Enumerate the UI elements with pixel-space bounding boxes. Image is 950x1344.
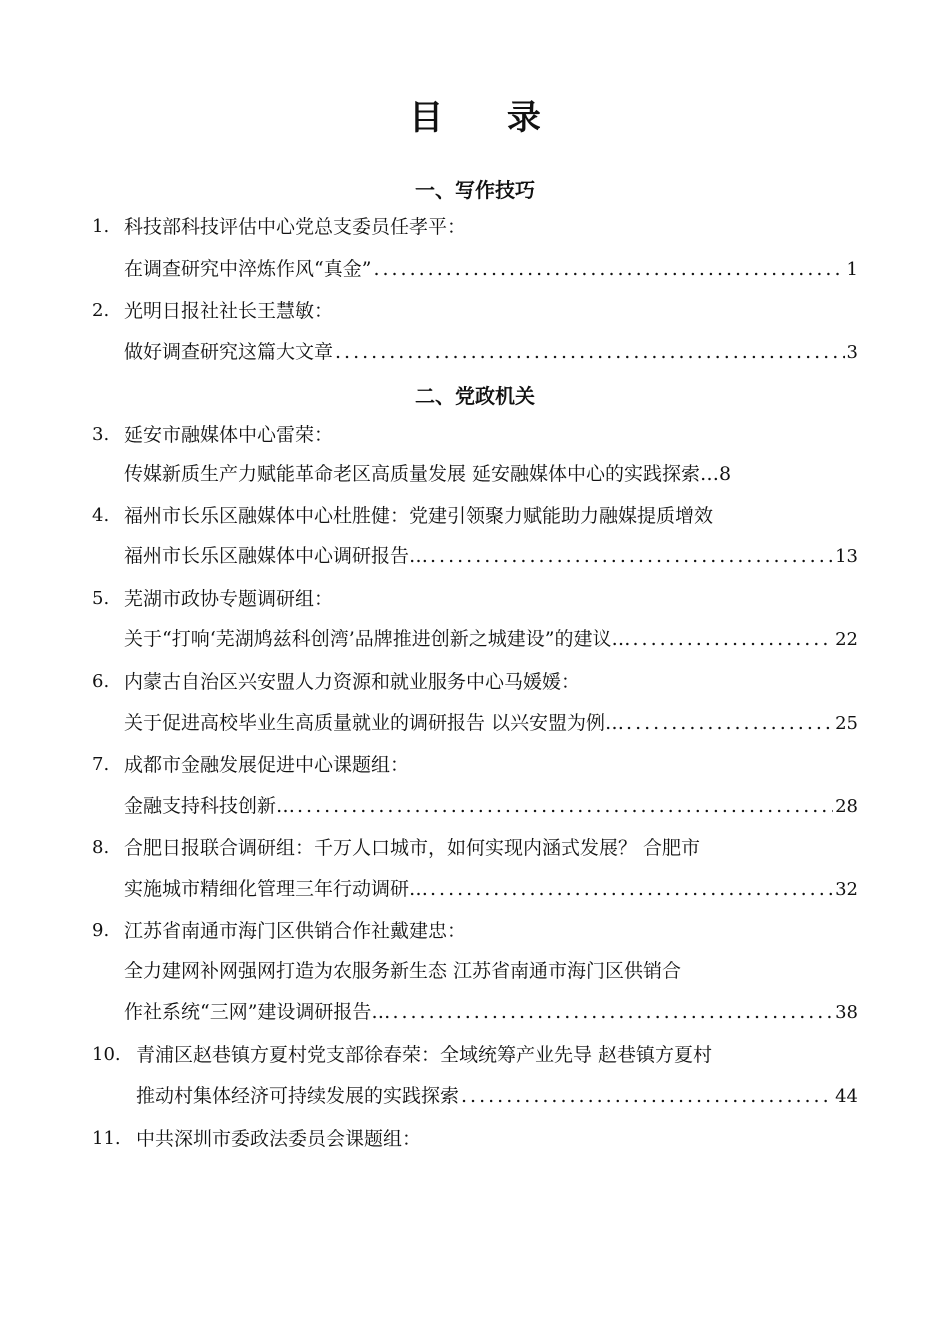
- entry-title-line: 全力建网补网强网打造为农服务新生态 江苏省南通市海门区供销合: [124, 960, 682, 982]
- entry-author: 成都市金融发展促进中心课题组：: [124, 754, 410, 776]
- toc-entry-3[interactable]: 传媒新质生产力赋能革命老区高质量发展 延安融媒体中心的实践探索…8: [124, 463, 732, 485]
- dot-leader: [430, 876, 833, 902]
- entry-number: 8.: [92, 837, 110, 858]
- entry-number: 4.: [92, 505, 110, 526]
- toc-entry-1[interactable]: [124, 256, 858, 283]
- dot-leader: [461, 1083, 833, 1109]
- entry-title: 关于促进高校毕业生高质量就业的调研报告 以兴安盟为例…: [124, 712, 625, 734]
- dot-leader: [297, 793, 833, 819]
- toc-entry-7[interactable]: [124, 793, 858, 820]
- entry-author: 光明日报社社长王慧敏：: [124, 300, 334, 322]
- toc-entry-10[interactable]: [136, 1083, 858, 1110]
- section-heading-party-government: 二、党政机关: [415, 384, 535, 408]
- toc-entry-2[interactable]: [124, 339, 858, 366]
- entry-author: 合肥日报联合调研组：千万人口城市，如何实现内涵式发展？ 合肥市: [124, 837, 701, 859]
- page-number: 25: [835, 713, 858, 734]
- page-number: 13: [835, 546, 858, 567]
- entry-author: 芜湖市政协专题调研组：: [124, 588, 334, 610]
- entry-number: 7.: [92, 754, 110, 775]
- dot-leader: [335, 339, 845, 365]
- entry-title: 作社系统“三网”建设调研报告…: [124, 1001, 391, 1023]
- entry-number: 11.: [92, 1128, 121, 1149]
- entry-number: 1.: [92, 216, 110, 237]
- page-number: 44: [835, 1086, 858, 1107]
- entry-title: 在调查研究中淬炼作风“真金”: [124, 258, 372, 280]
- entry-number: 10.: [92, 1044, 121, 1065]
- entry-author: 中共深圳市委政法委员会课题组：: [136, 1128, 422, 1150]
- toc-entry-8[interactable]: [124, 876, 858, 903]
- entry-number: 2.: [92, 300, 110, 321]
- page-number: 22: [835, 629, 858, 650]
- entry-title: 做好调查研究这篇大文章: [124, 341, 334, 363]
- dot-leader: [373, 256, 844, 282]
- entry-author: 青浦区赵巷镇方夏村党支部徐春荣：全域统筹产业先导 赵巷镇方夏村: [136, 1044, 713, 1066]
- page-number: 28: [835, 796, 858, 817]
- dot-leader: [430, 543, 833, 569]
- entry-author: 科技部科技评估中心党总支委员任孝平：: [124, 216, 467, 238]
- entry-title: 金融支持科技创新…: [124, 795, 296, 817]
- entry-title: 关于“打响‘芜湖鸠兹科创湾’品牌推进创新之城建设”的建议…: [124, 628, 631, 650]
- page-number: 38: [835, 1002, 858, 1023]
- toc-entry-4[interactable]: [124, 543, 858, 570]
- entry-title: 福州市长乐区融媒体中心调研报告…: [124, 545, 429, 567]
- section-heading-writing-skills: 一、写作技巧: [415, 178, 535, 202]
- page-title: 目 录: [409, 98, 567, 138]
- entry-author: 福州市长乐区融媒体中心杜胜健：党建引领聚力赋能助力融媒提质增效: [124, 505, 714, 527]
- dot-leader: [633, 626, 834, 652]
- toc-entry-6[interactable]: [124, 710, 858, 737]
- entry-author: 延安市融媒体中心雷荣：: [124, 424, 334, 446]
- entry-author: 内蒙古自治区兴安盟人力资源和就业服务中心马媛媛：: [124, 671, 581, 693]
- entry-author: 江苏省南通市海门区供销合作社戴建忠：: [124, 920, 467, 942]
- entry-title: 推动村集体经济可持续发展的实践探索: [136, 1085, 460, 1107]
- entry-title: 实施城市精细化管理三年行动调研…: [124, 878, 429, 900]
- entry-number: 5.: [92, 588, 110, 609]
- entry-number: 3.: [92, 424, 110, 445]
- toc-entry-9[interactable]: [124, 999, 858, 1026]
- page-number: 3: [846, 342, 858, 363]
- toc-entry-5[interactable]: [124, 626, 858, 653]
- entry-number: 9.: [92, 920, 110, 941]
- entry-number: 6.: [92, 671, 110, 692]
- page-number: 1: [846, 259, 858, 280]
- dot-leader: [392, 999, 833, 1025]
- page-number: 32: [835, 879, 858, 900]
- dot-leader: [626, 710, 833, 736]
